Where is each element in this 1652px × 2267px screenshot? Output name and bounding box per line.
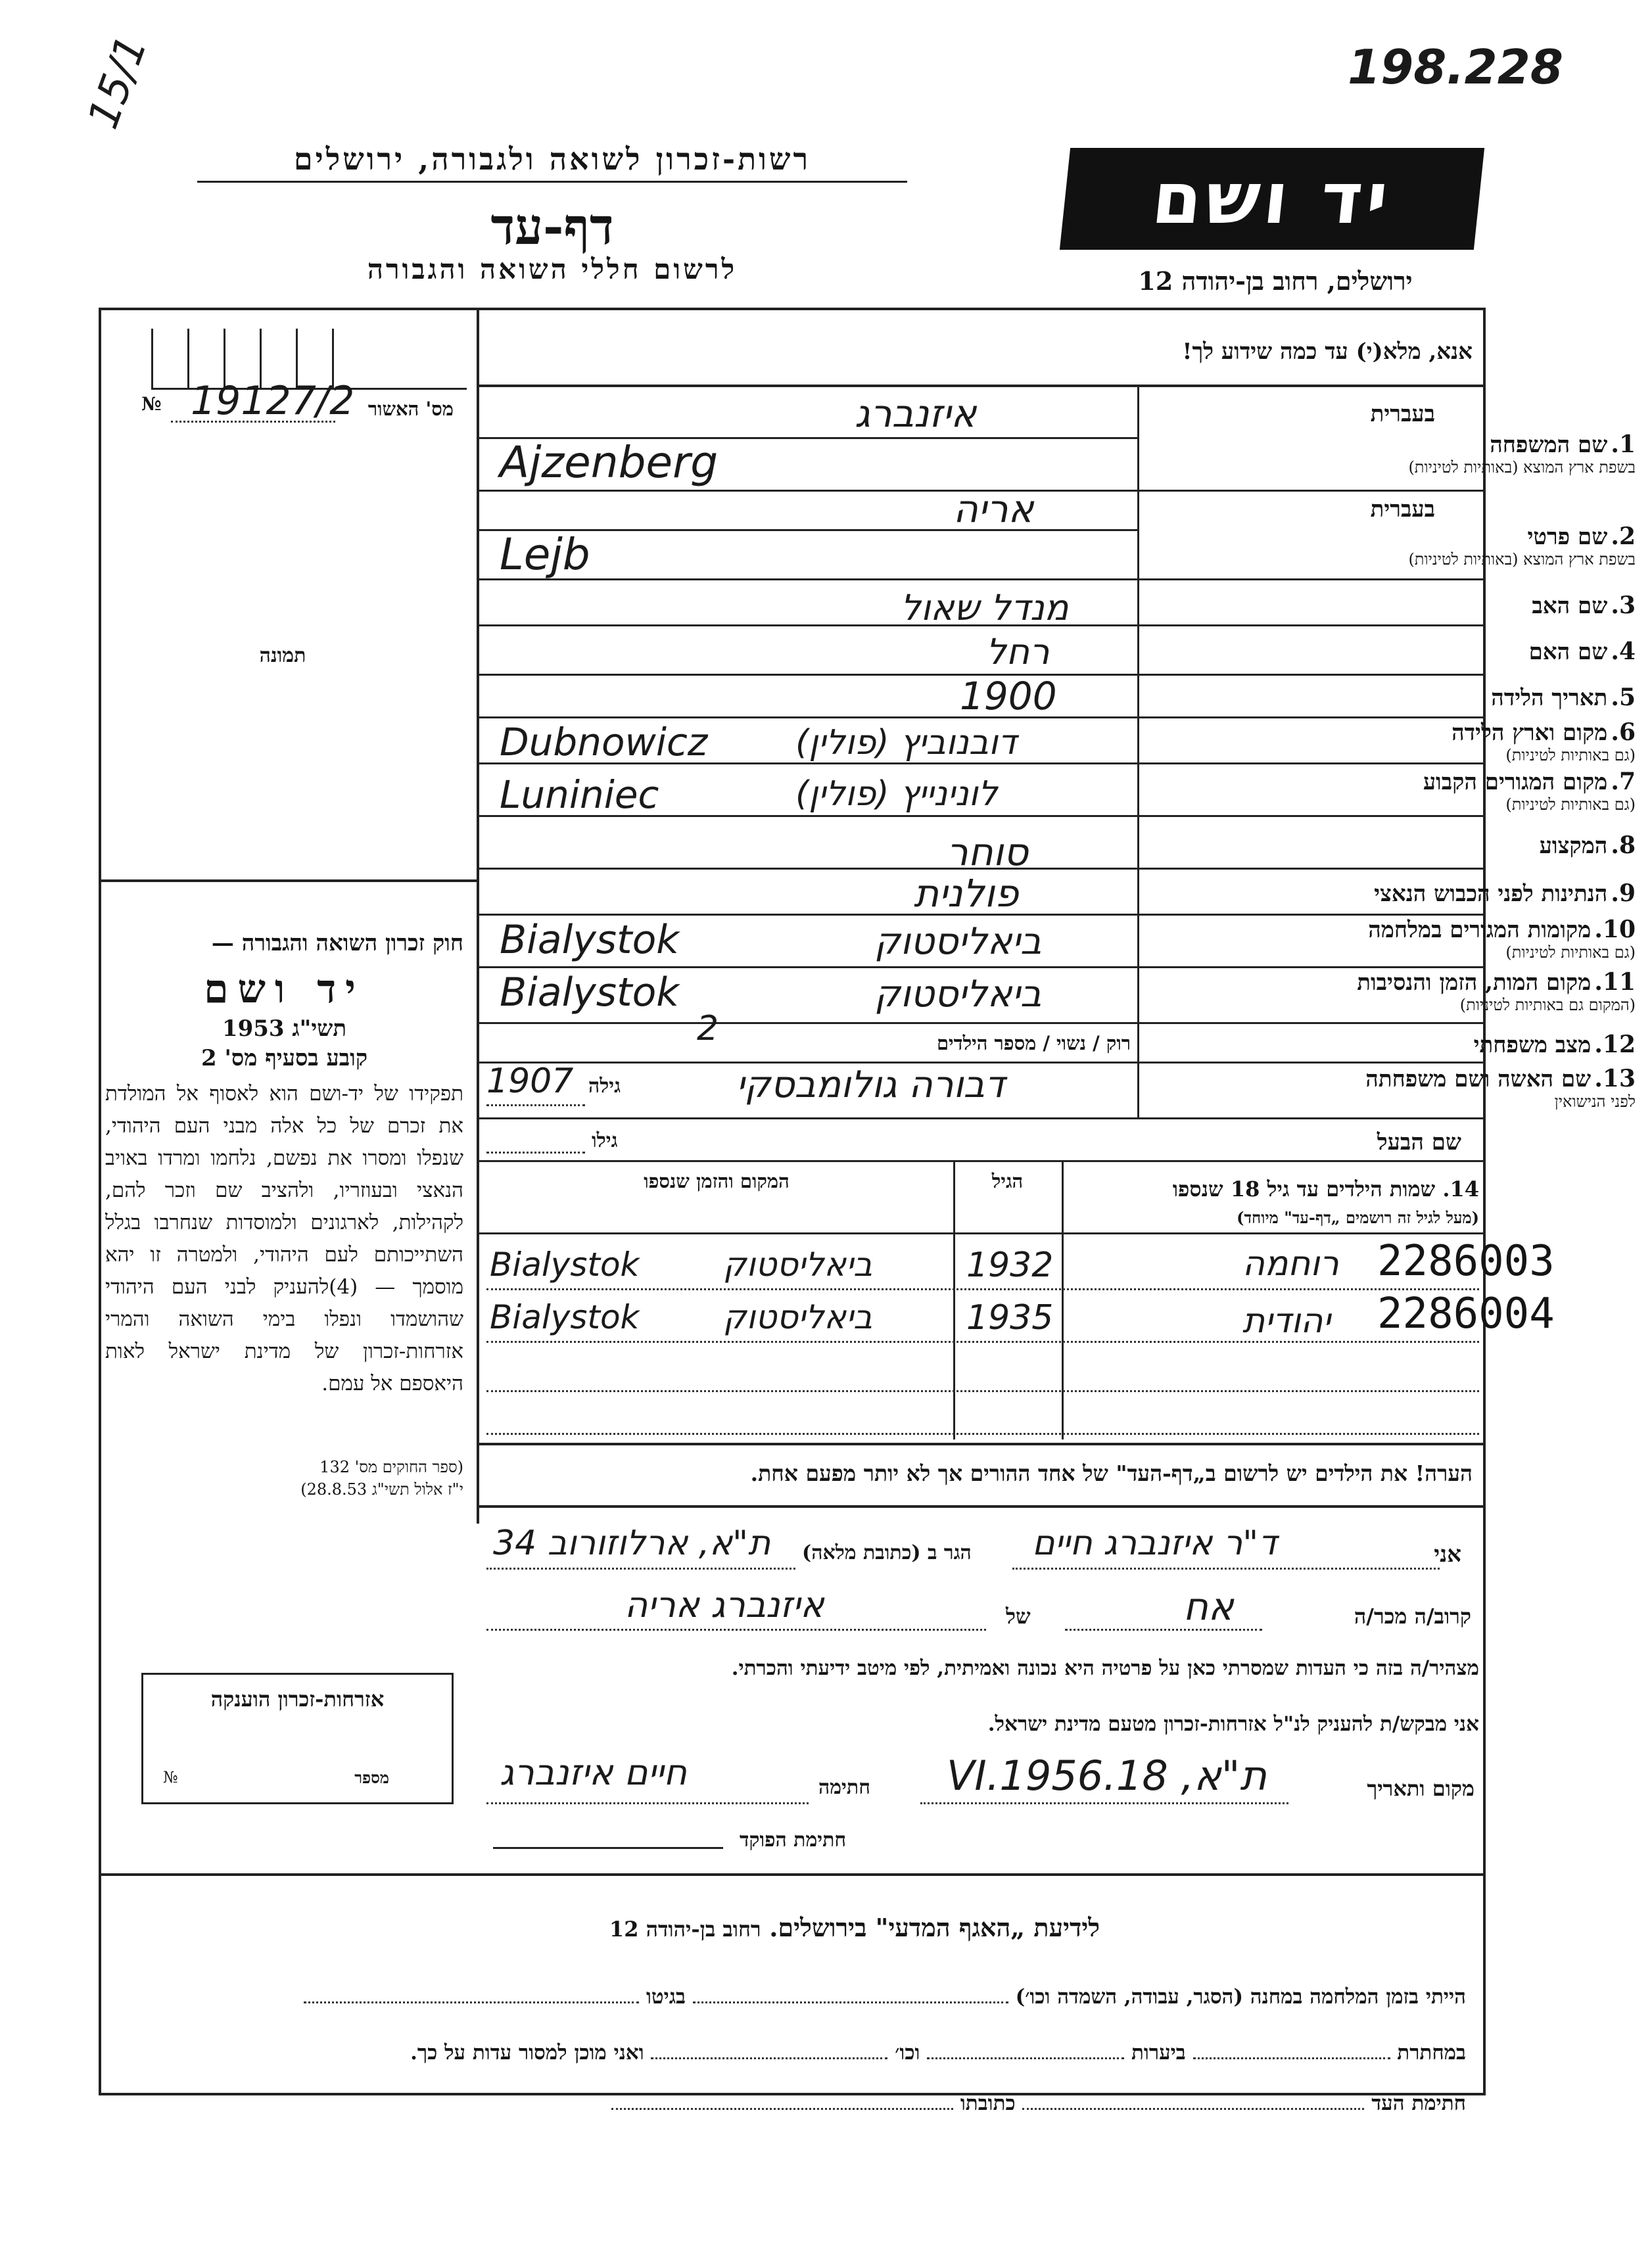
place-date-label: מקום ותאריך [1367, 1776, 1475, 1801]
wife-age: 1907 [486, 1062, 574, 1101]
death-place-hebrew: ביאליסטוק [874, 973, 1042, 1016]
children-count: 2 [697, 1009, 719, 1048]
profession: סוחר [947, 830, 1029, 874]
children-sublabel: (מעל לגיל זה רושמים „דף-עד" מיוחד) [1237, 1208, 1479, 1227]
law-reference-2: י"ז אלול תשי"ג 28.8.53) [300, 1480, 463, 1499]
institution-name: רשות-זכרון לשואה ולגבורה, ירושלים [293, 141, 811, 177]
of-label: של [1006, 1604, 1031, 1629]
mother-name: רחל [986, 631, 1050, 672]
declarant-i-label: אני [1434, 1541, 1461, 1568]
no-sign: № [141, 393, 162, 415]
citizenship-no-sign: № [163, 1768, 178, 1787]
wife-name: דבורה גולומבסקי [736, 1063, 1005, 1106]
address-label: הגר ב (כתובת מלאה) [802, 1541, 972, 1564]
child-year: 1932 [966, 1246, 1054, 1285]
footer-address: רחוב בן-יהודה 12 [609, 1917, 761, 1942]
children-place-header: המקום והזמן שנספו [644, 1170, 790, 1192]
field-wife-name: 13. שם האשה ושם משפחתה לפני הנישואין [1365, 1065, 1636, 1111]
footer-address-label: כתובתו [960, 2092, 1016, 2115]
law-reference-1: (ספר החוקים מס' 132 [319, 1458, 463, 1476]
birth-place-hebrew: דובנוביץ (פולין) [795, 723, 1017, 762]
child-name: רוחמה [1242, 1244, 1339, 1284]
declarant-of: איזנברג אריה [625, 1584, 824, 1625]
signature-label: חתימה [818, 1776, 870, 1799]
field-family-name: 1. שם המשפחה בשפת ארץ המוצא (באותיות לטיניות) [1408, 431, 1636, 477]
child-year: 1935 [966, 1298, 1054, 1338]
declarant-signature: חיים איזנברג [500, 1752, 687, 1793]
law-clause: קובע בסעיף מס' 2 [201, 1045, 368, 1071]
instruction: אנא, מלא(י) עד כמה שידוע לך! [1182, 339, 1473, 365]
place-date: ת"א, 18.VI.1956 [947, 1752, 1267, 1800]
declarant-name: ד"ר איזנברג חיים [1032, 1524, 1277, 1563]
wife-age-label: גילה [588, 1075, 621, 1098]
residence-hebrew: לונינייץ (פולין) [795, 774, 998, 814]
children-age-header: הגיל [991, 1170, 1024, 1192]
declarant-address: ת"א, ארלוזורוב 34 [493, 1524, 771, 1563]
field-residence: 7. מקום המגורים הקבוע (גם באותיות לטיניות) [1423, 768, 1636, 814]
child-place-latin: Bialystok [490, 1246, 640, 1284]
footer-etc-label: וכו׳ [895, 2041, 920, 2065]
nationality: פולנית [914, 871, 1019, 916]
field-birth-date: 5. תאריך הלידה [1491, 684, 1636, 711]
field-death-place: 11. מקום המות, הזמן והנסיבות (המקום גם באותיות לטיניות) [1357, 968, 1636, 1014]
footer-line-2 [112, 2041, 1466, 2065]
first-name-latin: Lejb [500, 529, 590, 580]
footer-title-text: לידיעת „האגף המדעי" בירושלים. [769, 1913, 1100, 1942]
family-name-hebrew: איזנברג [855, 391, 977, 436]
field-marital-status: 12. מצב משפחתי [1473, 1031, 1636, 1058]
photo-label: תמונה [259, 644, 306, 667]
in-hebrew-1: בעברית [1370, 401, 1435, 427]
residence-latin: Luniniec [500, 772, 659, 817]
footer-forests-label: ביערות [1131, 2041, 1186, 2065]
footer-underground-label: במחתרת [1397, 2041, 1466, 2065]
husband-label: שם הבעל [1377, 1129, 1461, 1156]
child-place-hebrew: ביאליסטוק [723, 1246, 873, 1284]
footer-line-3 [112, 2092, 1466, 2115]
declarant-relation: אח [1183, 1584, 1234, 1629]
footer-line-1 [112, 1985, 1466, 2009]
law-yad-vashem: יד ושם [204, 966, 365, 1012]
death-place-latin: Bialystok [500, 970, 680, 1016]
birth-place-latin: Dubnowicz [500, 720, 708, 764]
officer-signature-label: חתימת הפוקד [740, 1829, 847, 1852]
approval-number: 19127/2 [191, 378, 355, 424]
archive-number: 198.228 [1348, 39, 1563, 95]
child-stamp-number: 2286004 [1377, 1290, 1555, 1338]
child-stamp-number: 2286003 [1377, 1237, 1555, 1286]
first-name-hebrew: אריה [953, 486, 1034, 531]
child-place-hebrew: ביאליסטוק [723, 1298, 873, 1336]
note: הערה! את הילדים יש לרשום ב„דף-העד" של אחד ההורים אך לא יותר מפעם אחת. [750, 1461, 1473, 1486]
form-title: דף-עד [490, 197, 614, 256]
relative-label: קרוב/ה מכר/ה [1354, 1604, 1471, 1629]
footer-title [460, 1913, 1249, 1943]
father-name: מנדל שאול [901, 587, 1069, 628]
citizenship-title: אזרחות-זכרון הוענקה [210, 1687, 385, 1712]
law-title: חוק זכרון השואה והגבורה — [211, 930, 463, 956]
field-label: שם המשפחה [1490, 432, 1608, 458]
corner-scribble: 15/1 [79, 29, 157, 135]
header-address: ירושלים, רחוב בן-יהודה 12 [1138, 266, 1413, 296]
request-text: אני מבקש/ת להעניק לנ"ל אזרחות-זכרון מטעם מדינת ישראל. [987, 1712, 1479, 1736]
citizenship-box [141, 1673, 454, 1804]
footer-testimony-label: ואני מוכן למסור עדות על כך. [410, 2041, 644, 2065]
footer-witness-signature-label: חתימת העד [1371, 2092, 1466, 2115]
husband-age-label: גילו [592, 1129, 618, 1152]
field-profession: 8. המקצוע [1539, 831, 1636, 859]
form-subtitle: לרשום חללי השואה והגבורה [367, 253, 738, 285]
field-first-name: 2. שם פרטי בשפת ארץ המוצא (באותיות לטיניות) [1408, 523, 1636, 569]
child-place-latin: Bialystok [490, 1298, 640, 1336]
field-mother: 4. שם האם [1528, 638, 1636, 665]
yad-vashem-logo [1060, 148, 1484, 250]
war-place-hebrew: ביאליסטוק [874, 920, 1042, 963]
field-father: 3. שם האב [1532, 592, 1636, 619]
war-place-latin: Bialystok [500, 917, 680, 963]
marital-label: רוק / נשוי / מספר הילדים [936, 1032, 1131, 1054]
citizenship-number-label: מספר [354, 1768, 389, 1787]
footer-camp-label: הייתי בזמן המלחמה במחנה (הסגר, עבודה, השמדה וכו׳) [1015, 1985, 1466, 2009]
declaration-text: מצהיר/ה בזה כי העדות שמסרתי כאן על פרטיה היא נכונה ואמיתית, לפי מיטב ידיעתי והכרתי. [731, 1656, 1479, 1680]
field-birth-place: 6. מקום וארץ הלידה (גם באותיות לטיניות) [1451, 718, 1636, 764]
law-year: תשי"ג 1953 [222, 1016, 347, 1042]
child-name: יהודית [1242, 1301, 1331, 1341]
in-hebrew-2: בעברית [1370, 496, 1435, 523]
footer-ghetto-label: בגיטו [646, 1985, 686, 2009]
children-label: 14. שמות הילדים עד גיל 18 שנספו [1172, 1177, 1479, 1202]
birth-year: 1900 [960, 674, 1057, 718]
field-war-residence: 10. מקומות המגורים במלחמה (גם באותיות לטיניות) [1368, 916, 1636, 962]
law-text: תפקידו של יד-ושם הוא לאסוף אל המולדת את זכרם של כל אלה מבני העם היהודי, שנפלו ומסרו את נפשם, נלחמו ומרדו באויב הנאצי ובעוזריו, ולהציב שם וזכר להם, לקהילות, לארגונים ולמוסדות שנחרבו בגלל השתייכותם לעם היהודי, ולמטרה זו יהא מוסמך — (4)להעניק לבני העם היהודי שהושמדו ונפלו בימי השואה והמרי אזרחות-זכרון של מדינת ישראל לאות היאספם אל עמם. [105, 1082, 463, 1395]
approval-label: מס' האשור [367, 398, 454, 420]
logo-text: יד ושם [1148, 158, 1396, 240]
field-nationality: 9. הנתינות לפני הכבוש הנאצי [1374, 879, 1636, 907]
family-name-latin: Ajzenberg [500, 437, 719, 488]
